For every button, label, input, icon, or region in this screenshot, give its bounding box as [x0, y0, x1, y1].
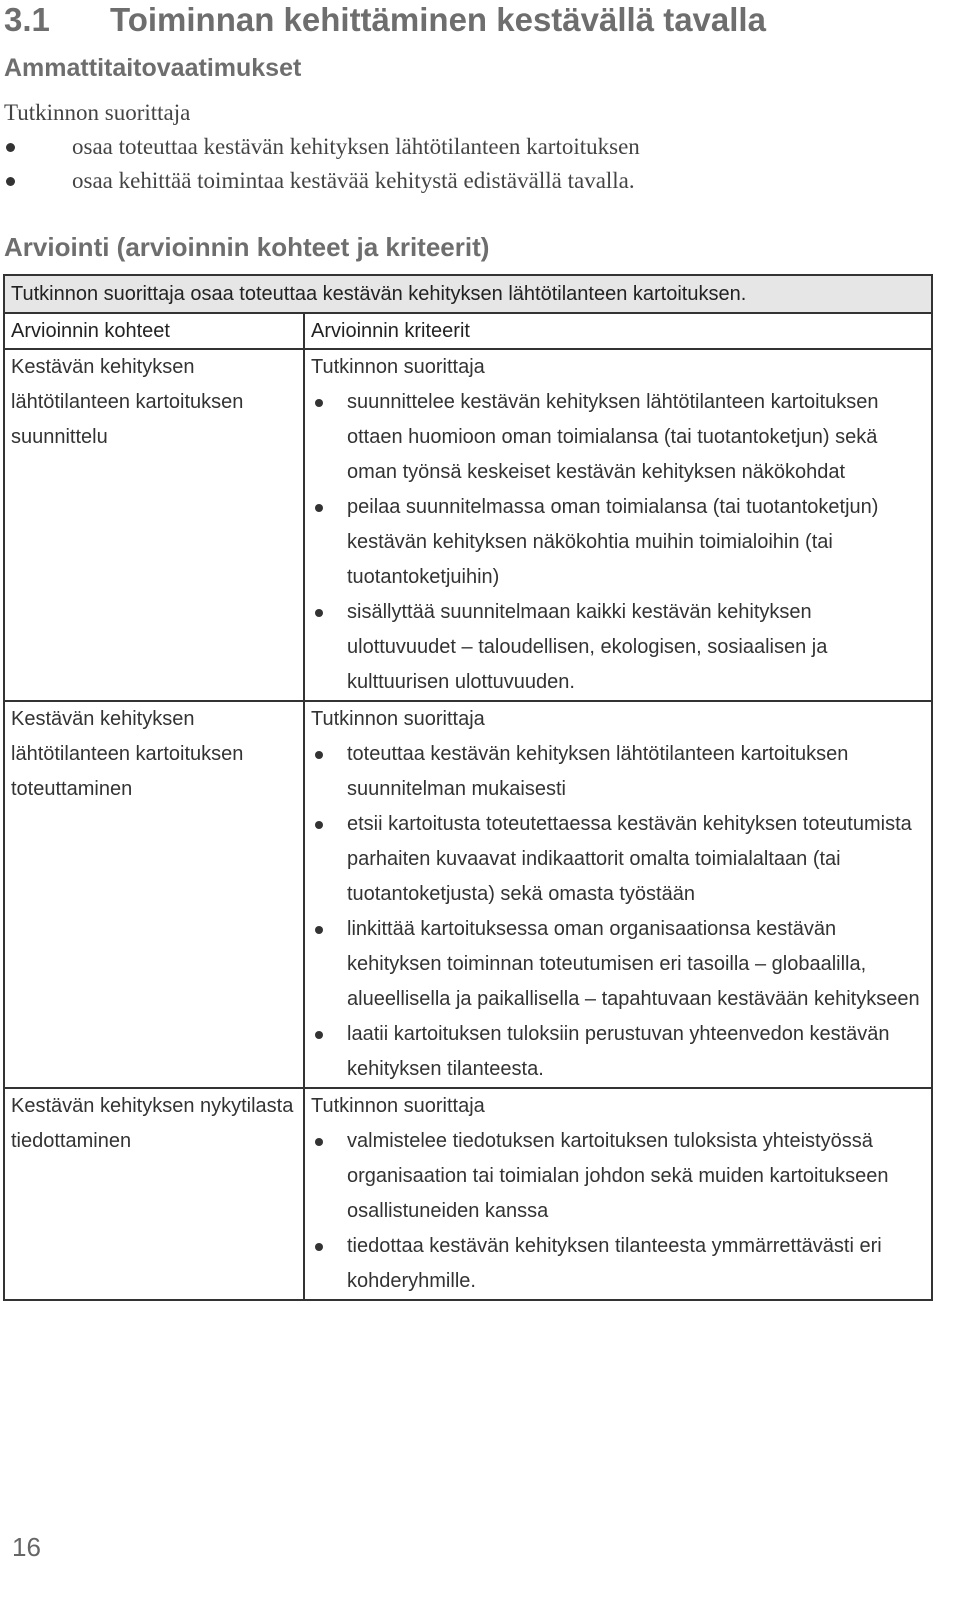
requirements-list — [4, 130, 944, 198]
criteria-list — [311, 737, 925, 1087]
criteria-item: sisällyttää suunnitelmaan kaikki kestävän kehityksen ulottuvuudet – taloudellisen, ekologisen, sosiaalisen ja kulttuurisen ulottuvuuden. — [311, 595, 925, 700]
table-title: Tutkinnon suorittaja osaa toteuttaa kestävän kehityksen lähtötilanteen kartoituksen. — [5, 276, 931, 314]
column-header-criteria: Arvioinnin kriteerit — [311, 320, 470, 342]
requirements-lead: Tutkinnon suorittaja — [4, 100, 191, 125]
criteria-item: peilaa suunnitelmassa oman toimialansa (tai tuotantoketjun) kestävän kehityksen näkökohtia muihin toimialoihin (tai tuotantoketjuihin) — [311, 490, 925, 595]
assessment-target: Kestävän kehityksen lähtötilanteen kartoituksen suunnittelu — [5, 350, 305, 700]
criteria-item: toteuttaa kestävän kehityksen lähtötilanteen kartoituksen suunnitelman mukaisesti — [311, 737, 925, 807]
assessment-criteria — [305, 702, 931, 1087]
table-row — [5, 348, 931, 700]
criteria-lead: Tutkinnon suorittaja — [311, 1095, 485, 1117]
page-number: 16 — [12, 1532, 41, 1562]
section-title-text: Toiminnan kehittäminen kestävällä tavalla — [110, 1, 766, 38]
criteria-item: linkittää kartoituksessa oman organisaationsa kestävän kehityksen toiminnan toteutumisen eri tasoilla – globaalilla, alueellisella ja paikallisella – tapahtuvaan kestävään kehitykseen — [311, 912, 925, 1017]
table-header-row — [5, 314, 931, 348]
criteria-item: valmistelee tiedotuksen kartoituksen tuloksista yhteistyössä organisaation tai toimialan johdon sekä muiden kartoitukseen osallistuneiden kanssa — [311, 1124, 925, 1229]
section-number: 3.1 — [4, 1, 50, 38]
table-row — [5, 1087, 931, 1299]
requirement-item: osaa kehittää toimintaa kestävää kehitystä edistävällä tavalla. — [4, 164, 944, 198]
criteria-item: etsii kartoitusta toteutettaessa kestävän kehityksen toteutumista parhaiten kuvaavat indikaattorit omalta toimialaltaan (tai tuotantoketjusta) sekä omasta työstään — [311, 807, 925, 912]
assessment-criteria — [305, 350, 931, 700]
criteria-list — [311, 1124, 925, 1299]
criteria-lead: Tutkinnon suorittaja — [311, 356, 485, 378]
criteria-item: tiedottaa kestävän kehityksen tilanteesta ymmärrettävästi eri kohderyhmille. — [311, 1229, 925, 1299]
table-row — [5, 700, 931, 1087]
criteria-item: suunnittelee kestävän kehityksen lähtötilanteen kartoituksen ottaen huomioon oman toimialansa (tai tuotantoketjun) sekä oman työnsä keskeiset kestävän kehityksen näkökohdat — [311, 385, 925, 490]
section-title — [4, 0, 766, 40]
criteria-lead: Tutkinnon suorittaja — [311, 708, 485, 730]
assessment-criteria — [305, 1089, 931, 1299]
criteria-item: laatii kartoituksen tuloksiin perustuvan yhteenvedon kestävän kehityksen tilanteesta. — [311, 1017, 925, 1087]
assessment-table — [3, 274, 933, 1301]
assessment-target: Kestävän kehityksen lähtötilanteen kartoituksen toteuttaminen — [5, 702, 305, 1087]
assessment-target: Kestävän kehityksen nykytilasta tiedottaminen — [5, 1089, 305, 1299]
requirements-heading: Ammattitaitovaatimukset — [4, 54, 302, 82]
assessment-heading: Arviointi (arvioinnin kohteet ja kriteerit) — [4, 232, 490, 262]
criteria-list — [311, 385, 925, 700]
requirements-block — [4, 96, 944, 198]
column-header-targets: Arvioinnin kohteet — [5, 314, 305, 348]
requirement-item: osaa toteuttaa kestävän kehityksen lähtötilanteen kartoituksen — [4, 130, 944, 164]
